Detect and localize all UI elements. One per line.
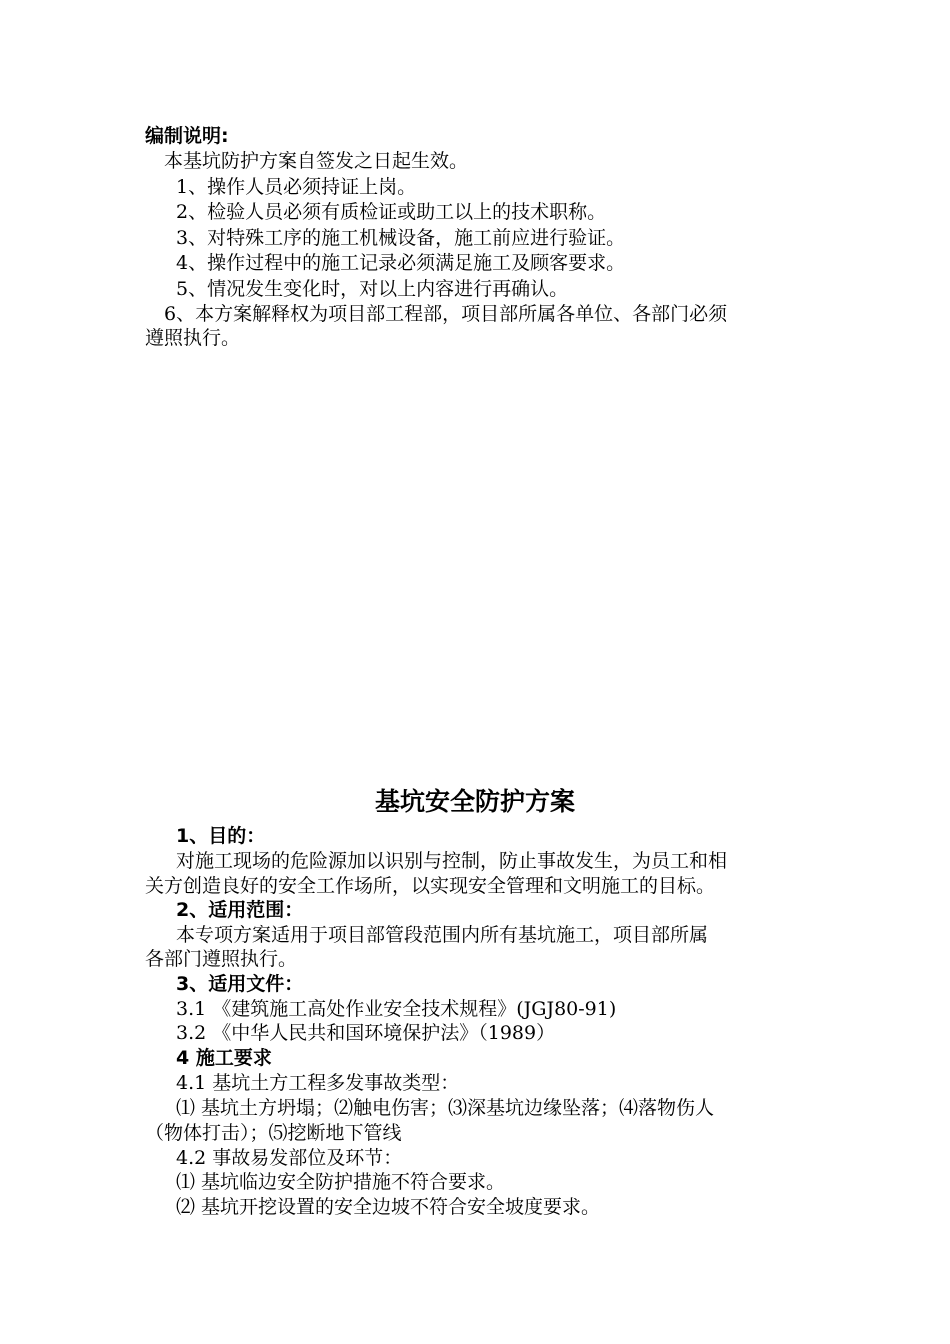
- notes-line: 1、操作人员必须持证上岗。: [176, 176, 417, 198]
- document-title: 基坑安全防护方案: [374, 787, 575, 816]
- paragraph-line: 对施工现场的危险源加以识别与控制，防止事故发生，为员工和相: [176, 850, 728, 872]
- notes-heading: 编制说明:: [145, 125, 229, 147]
- notes-line: 5、情况发生变化时，对以上内容进行再确认。: [176, 278, 569, 300]
- subsection-heading: 4.2 事故易发部位及环节：: [176, 1147, 403, 1169]
- notes-line: 6、本方案解释权为项目部工程部，项目部所属各单位、各部门必须: [164, 303, 728, 325]
- paragraph-line: 各部门遵照执行。: [145, 948, 298, 970]
- section-heading: 2、适用范围：: [176, 899, 304, 921]
- section-heading: 3、适用文件：: [176, 973, 304, 995]
- reference-item: 3.1 《建筑施工高处作业安全技术规程》(JGJ80-91): [176, 998, 617, 1020]
- notes-line: 4、操作过程中的施工记录必须满足施工及顾客要求。: [176, 252, 626, 274]
- subsection-heading: 4.1 基坑土方工程多发事故类型：: [176, 1072, 460, 1094]
- notes-line: 2、检验人员必须有质检证或助工以上的技术职称。: [176, 201, 607, 223]
- list-item: ⑴ 基坑临边安全防护措施不符合要求。: [176, 1171, 506, 1193]
- notes-line: 遵照执行。: [145, 327, 241, 349]
- paragraph-line: 本专项方案适用于项目部管段范围内所有基坑施工，项目部所属: [176, 924, 709, 946]
- reference-item: 3.2 《中华人民共和国环境保护法》（1989）: [176, 1022, 556, 1044]
- list-item: ⑵ 基坑开挖设置的安全边坡不符合安全坡度要求。: [176, 1196, 601, 1218]
- paragraph-line: （物体打击）；⑸挖断地下管线: [145, 1122, 402, 1144]
- notes-line: 本基坑防护方案自签发之日起生效。: [164, 150, 469, 172]
- section-heading: 1、目的：: [176, 825, 266, 847]
- notes-line: 3、对特殊工序的施工机械设备，施工前应进行验证。: [176, 227, 626, 249]
- paragraph-line: 关方创造良好的安全工作场所，以实现安全管理和文明施工的目标。: [145, 875, 716, 897]
- paragraph-line: ⑴ 基坑土方坍塌；⑵触电伤害；⑶深基坑边缘坠落；⑷落物伤人: [176, 1097, 715, 1119]
- section-heading: 4 施工要求: [176, 1047, 272, 1069]
